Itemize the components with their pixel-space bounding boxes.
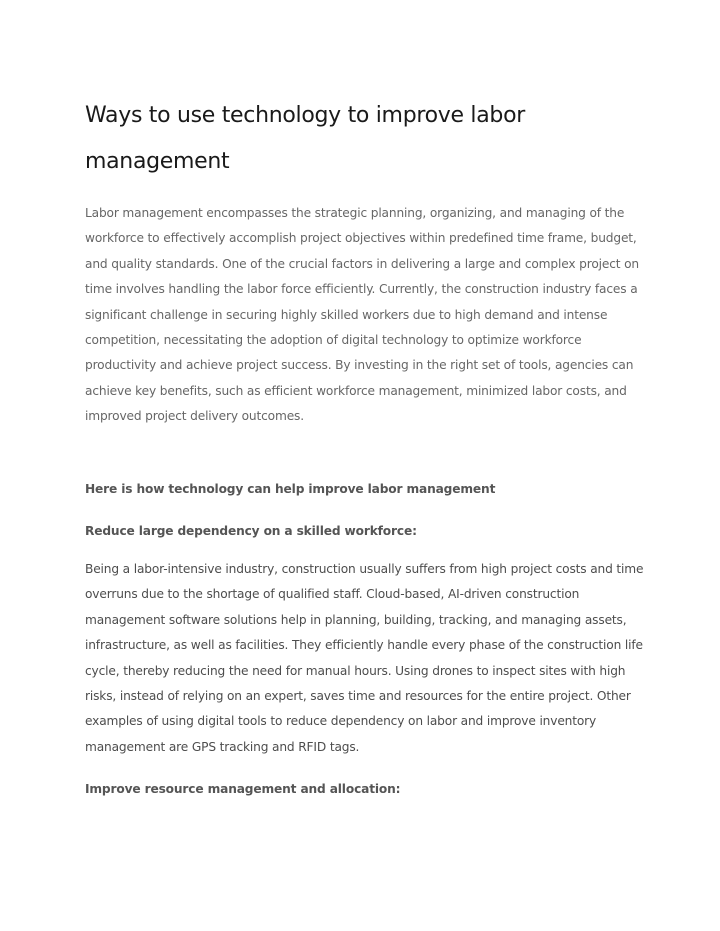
section-heading: Here is how technology can help improve labor management <box>85 482 496 496</box>
subsection-body-reduce-dependency: Being a labor-intensive industry, construction usually suffers from high project costs and time overruns due to the shortage of qualified staff. Cloud-based, AI-driven construction management software solutions help in planning, building, tracking, and managing assets, infrastructure, as well as facilities. They efficiently handle every phase of the construction life cycle, thereby reducing the need for manual hours. Using drones to inspect sites with high risks, instead of relying on an expert, saves time and resources for the entire project. Other examples of using digital tools to reduce dependency on labor and improve inventory management are GPS tracking and RFID tags. <box>85 562 644 754</box>
intro-paragraph: Labor management encompasses the strategic planning, organizing, and managing of the workforce to effectively accomplish project objectives within predefined time frame, budget, and quality standards. One of the crucial factors in delivering a large and complex project on time involves handling the labor force efficiently. Currently, the construction industry faces a significant challenge in securing highly skilled workers due to high demand and intense competition, necessitating the adoption of digital technology to optimize workforce productivity and achieve project success. By investing in the right set of tools, agencies can achieve key benefits, such as efficient workforce management, minimized labor costs, and improved project delivery outcomes. <box>85 206 640 424</box>
subsection-heading-resource-management: Improve resource management and allocation: <box>85 782 401 796</box>
document-title: Ways to use technology to improve labor management <box>85 103 525 174</box>
subsection-heading-reduce-dependency: Reduce large dependency on a skilled workforce: <box>85 524 417 538</box>
